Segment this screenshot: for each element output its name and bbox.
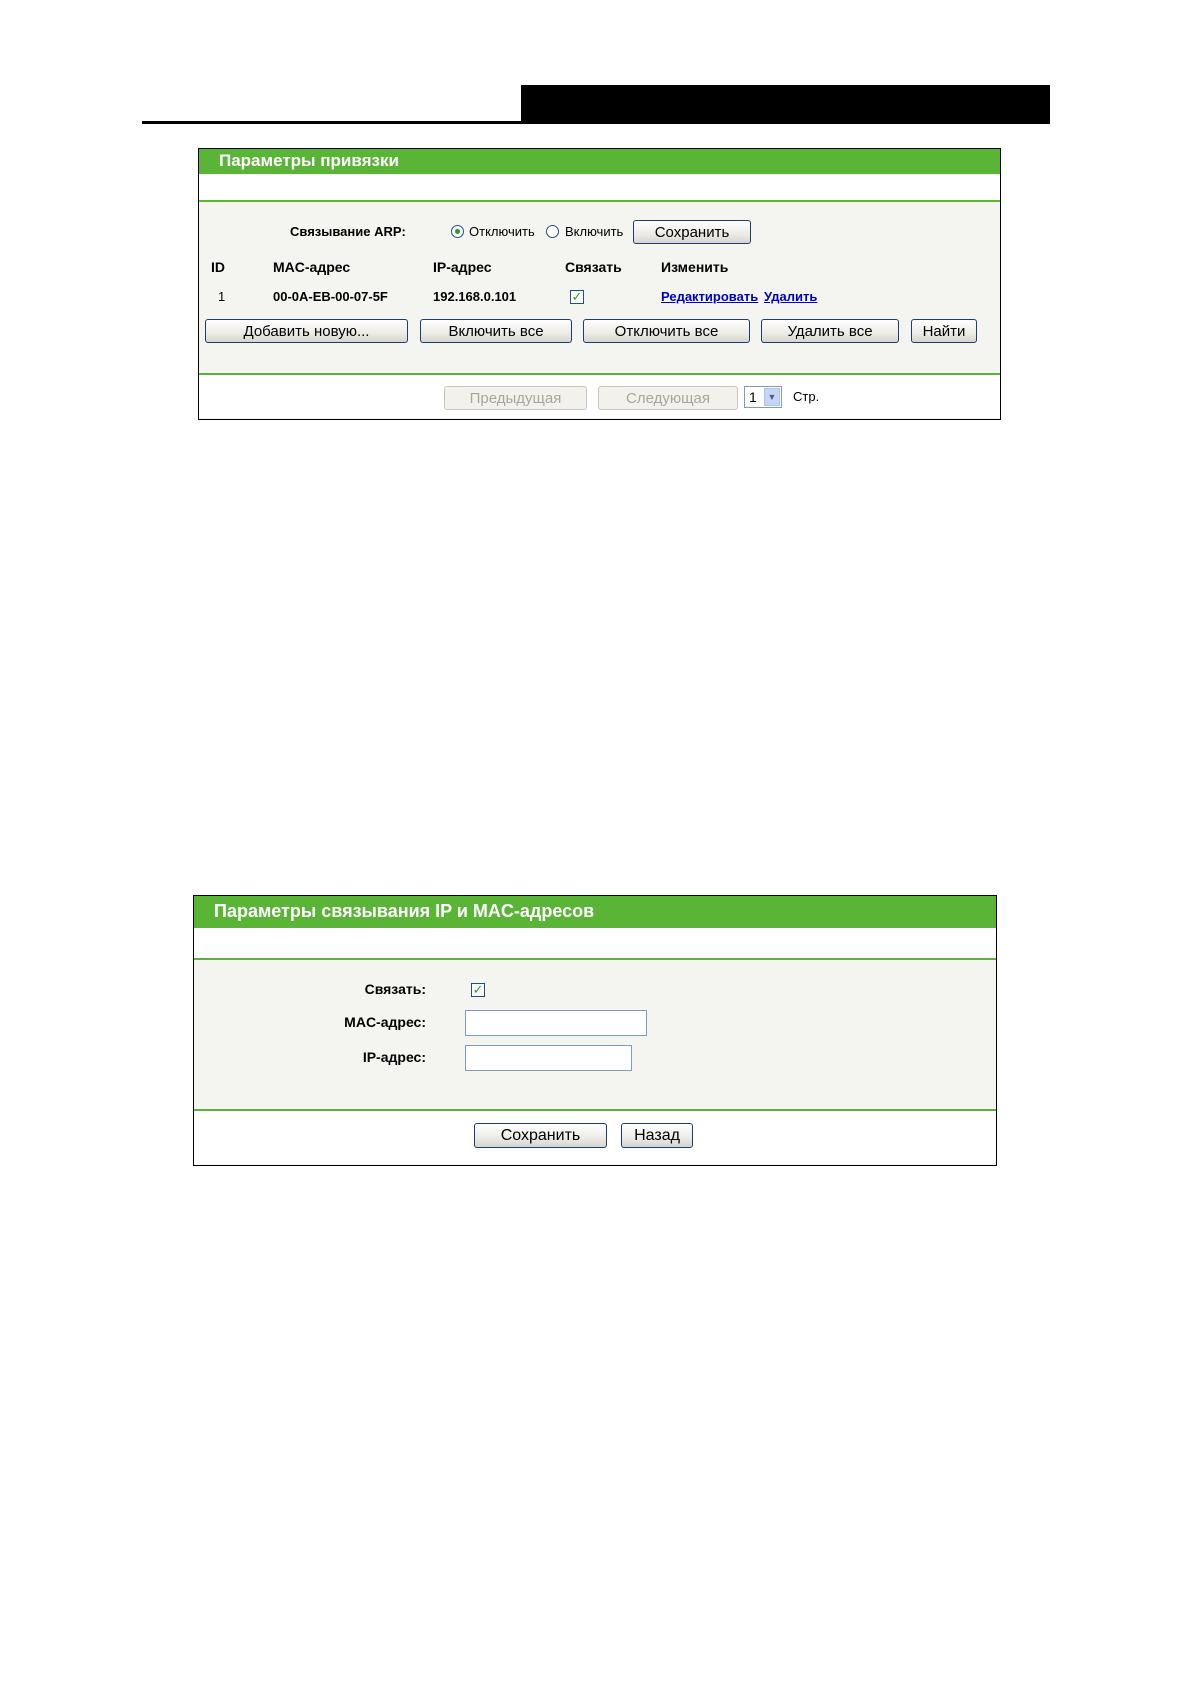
prev-page-button[interactable]: Предыдущая	[444, 386, 587, 410]
col-header-id: ID	[211, 259, 225, 275]
divider-top	[199, 200, 1000, 202]
next-page-button[interactable]: Следующая	[598, 386, 738, 410]
col-header-mac: MAC-адрес	[273, 259, 351, 275]
arp-enable-radio[interactable]	[546, 225, 559, 238]
page-header-block	[521, 85, 1050, 124]
form-save-button[interactable]: Сохранить	[474, 1123, 607, 1148]
row-id: 1	[218, 289, 226, 304]
binding-form-panel	[193, 895, 997, 1166]
binding-list-panel	[198, 148, 1001, 420]
binding-list-title: Параметры привязки	[199, 149, 1000, 174]
page-header-rule	[142, 121, 1050, 124]
chevron-down-icon: ▼	[764, 388, 780, 406]
mac-label: MAC-адрес:	[344, 1014, 426, 1030]
back-button[interactable]: Назад	[621, 1123, 693, 1148]
row-bind-checkbox[interactable]: ✓	[571, 289, 583, 304]
col-header-modify: Изменить	[661, 259, 729, 275]
page-select-value: 1	[749, 389, 757, 405]
add-new-button[interactable]: Добавить новую...	[205, 319, 408, 343]
form-divider-top	[194, 958, 996, 960]
arp-disable-radio[interactable]	[451, 225, 464, 238]
find-button[interactable]: Найти	[911, 319, 977, 343]
row-mac: 00-0A-EB-00-07-5F	[273, 289, 388, 304]
arp-save-button[interactable]: Сохранить	[633, 220, 751, 244]
binding-form-title: Параметры связывания IP и MAC-адресов	[194, 896, 996, 928]
title-spacer	[199, 174, 1000, 200]
page-label: Стр.	[793, 389, 820, 404]
arp-enable-label: Включить	[565, 224, 624, 239]
delete-all-button[interactable]: Удалить все	[761, 319, 899, 343]
mac-input[interactable]	[465, 1010, 647, 1036]
col-header-ip: IP-адрес	[433, 259, 492, 275]
bind-checkbox[interactable]: ✓	[472, 982, 484, 997]
page-select[interactable]	[744, 386, 782, 408]
row-ip: 192.168.0.101	[433, 289, 517, 304]
arp-disable-label: Отключить	[469, 224, 535, 239]
row-delete-link[interactable]: Удалить	[764, 289, 818, 304]
arp-binding-label: Связывание ARP:	[290, 224, 406, 239]
row-edit-link[interactable]: Редактировать	[661, 289, 759, 304]
disable-all-button[interactable]: Отключить все	[583, 319, 750, 343]
form-title-spacer	[194, 928, 996, 958]
col-header-bind: Связать	[565, 259, 622, 275]
ip-label: IP-адрес:	[362, 1049, 426, 1065]
ip-input[interactable]	[465, 1045, 632, 1071]
bind-label: Связать:	[364, 981, 426, 997]
enable-all-button[interactable]: Включить все	[420, 319, 572, 343]
